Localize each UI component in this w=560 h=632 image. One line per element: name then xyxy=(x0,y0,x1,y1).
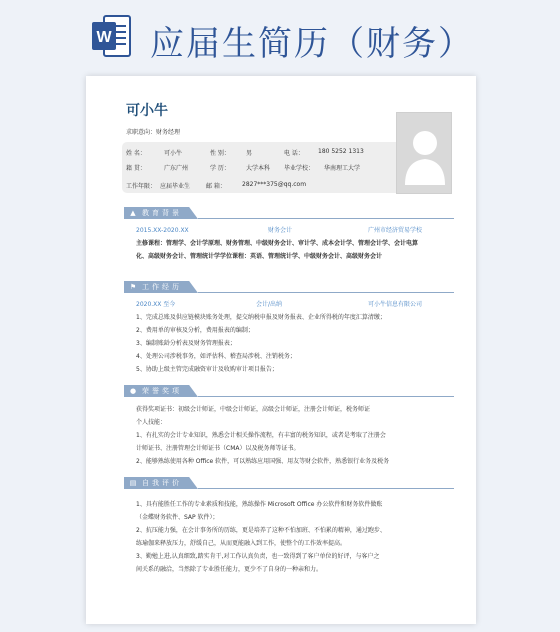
education-major: 财务会计 xyxy=(268,227,293,234)
self-eval-line: 2、抗压能力强，在会计事务所的历练，更是培养了这种不怕加班、不怕累的精神，通过跑步、 xyxy=(136,527,386,534)
education-date: 2015.XX-2020.XX xyxy=(136,227,189,234)
section-self-eval-header xyxy=(124,476,454,490)
education-value: 大学本科 xyxy=(246,165,271,172)
candidate-name: 可小牛 xyxy=(126,103,168,119)
education-courses-line-2: 化、高级财务会计、管理统计学学位课程：英语、管理统计学、中级财务会计、高级财务会计 xyxy=(136,253,383,260)
years-value: 应届毕业生 xyxy=(160,183,191,190)
experience-item: 3、编制账龄分析表及财务管理报表； xyxy=(136,340,236,347)
page-title: 应届生简历（财务） xyxy=(150,24,474,64)
job-intent: 求职意向：财务经理 xyxy=(126,129,181,136)
experience-item: 4、处理公司涉税事务，如评估科、稽查局涉税、注销税务； xyxy=(136,353,296,360)
education-label: 学 历： xyxy=(210,165,230,172)
education-courses-line-1: 主修课程：管理学、会计学原理、财务管理、中级财务会计、审计学、成本会计学、管理会计学、会计电算 xyxy=(136,240,419,247)
awards-line: 2、能够熟练使用各种 Office 软件，可以熟练应用国强、用友等财会软件，熟悉银行业务及税务 xyxy=(136,458,390,465)
hometown-label: 籍 贯： xyxy=(126,165,146,172)
section-education-title: 教育背景 xyxy=(142,209,182,217)
awards-line: 个人技能： xyxy=(136,419,167,426)
graduation-cap-icon: ▲ xyxy=(130,209,136,217)
awards-line: 获得奖项证书：初级会计师证，中级会计师证，高级会计师证，注册会计师证，税务师证 xyxy=(136,406,371,413)
self-eval-line: 练瑜伽来释放压力，舒缓自己，从而更能融入到工作，使整个的工作效率提高。 xyxy=(136,540,347,547)
avatar xyxy=(396,112,452,194)
experience-company: 可小牛信息有限公司 xyxy=(368,301,423,308)
flag-icon: ⚑ xyxy=(129,283,137,291)
word-logo-icon xyxy=(92,12,132,60)
awards-line: 1、有扎实的会计专业知识，熟悉会计相关操作流程，有丰富的税务知识，或者是考取了注册会 xyxy=(136,432,386,439)
section-experience-header xyxy=(124,280,454,294)
self-eval-line: 1、具有能胜任工作的专业素质和技能，熟练操作 Microsoft Office 办公软件和财务软件做账 xyxy=(136,501,383,508)
name-value: 可小牛 xyxy=(164,150,183,157)
section-awards-title: 荣誉奖项 xyxy=(142,387,182,395)
name-label: 姓 名： xyxy=(126,150,146,157)
phone-label: 电 话： xyxy=(284,150,304,157)
document-icon: ▤ xyxy=(129,479,137,487)
section-self-eval-title: 自我评价 xyxy=(142,479,182,487)
self-eval-line: 间关系的融洽，当然除了专业胜任能力，更少不了自身的一种亲和力。 xyxy=(136,566,323,573)
section-experience-title: 工作经历 xyxy=(142,283,182,291)
self-eval-line: 3、勤勉上进,认真细致,踏实肯干,对工作认真负责，也一致得到了客户单位的好评，与客户之 xyxy=(136,553,380,560)
person-icon xyxy=(397,113,453,195)
gender-label: 性 别： xyxy=(210,150,230,157)
gender-value: 男 xyxy=(246,150,253,157)
years-label: 工作年限： xyxy=(126,183,157,190)
experience-item: 5、协助上级主管完成融资审计及收购审计项目报告； xyxy=(136,366,278,373)
experience-item: 1、完成总账及供应链模块账务处理，提交纳税申报及财务报表、企业所得税的年度汇算清缴； xyxy=(136,314,386,321)
section-education-header xyxy=(124,206,454,220)
hometown-value: 广东广州 xyxy=(164,165,189,172)
school-label: 毕业学校： xyxy=(284,165,315,172)
self-eval-line: （金蝶财务软件、SAP 软件）； xyxy=(136,514,219,521)
phone-value: 180 5252 1313 xyxy=(318,148,364,155)
medal-icon: ● xyxy=(129,387,137,395)
experience-date: 2020.XX 至今 xyxy=(136,301,176,308)
experience-role: 会计/出纳 xyxy=(256,301,283,308)
email-value: 2827***375@qq.com xyxy=(242,181,307,188)
awards-line: 计师证书、注册管理会计师证书（CMA）以及税务师等证书。 xyxy=(136,445,300,452)
school-value: 华南理工大学 xyxy=(324,165,361,172)
email-label: 邮 箱： xyxy=(206,183,226,190)
banner-header xyxy=(0,0,560,76)
section-awards-header xyxy=(124,384,454,398)
experience-item: 2、费用单的审核及分析，费用报表的编制； xyxy=(136,327,254,334)
resume-page xyxy=(86,76,476,624)
education-school: 广州市经济贸易学校 xyxy=(368,227,423,234)
word-logo-letter: W xyxy=(96,29,112,46)
